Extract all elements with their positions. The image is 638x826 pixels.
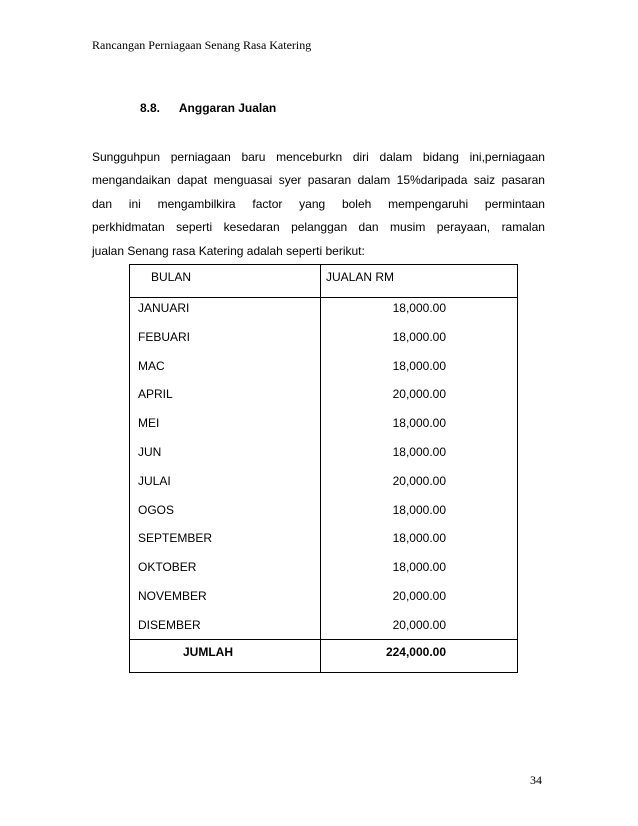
column-header-sales: JUALAN RM bbox=[321, 265, 518, 298]
paragraph-word: seperti bbox=[176, 220, 213, 235]
month-cell: JANUARI bbox=[130, 298, 321, 327]
month-cell: OGOS bbox=[130, 500, 321, 529]
paragraph-word: menguasai bbox=[213, 173, 273, 188]
total-label: JUMLAH bbox=[130, 639, 321, 672]
month-cell: APRIL bbox=[130, 384, 321, 413]
section-number: 8.8. bbox=[140, 101, 161, 115]
sales-cell: 18,000.00 bbox=[321, 528, 518, 557]
paragraph-line bbox=[92, 193, 545, 216]
column-header-month: BULAN bbox=[130, 265, 321, 298]
month-cell: DISEMBER bbox=[130, 615, 321, 640]
paragraph-word: diri bbox=[352, 150, 369, 164]
paragraph-word: mengandaikan bbox=[92, 173, 171, 188]
body-paragraph bbox=[92, 146, 545, 263]
sales-cell: 18,000.00 bbox=[321, 557, 518, 586]
sales-cell: 18,000.00 bbox=[321, 500, 518, 529]
table-row bbox=[130, 528, 518, 557]
paragraph-word: menceburkn bbox=[276, 150, 343, 164]
page-number: 34 bbox=[530, 773, 542, 787]
table-row bbox=[130, 384, 518, 413]
sales-cell: 20,000.00 bbox=[321, 384, 518, 413]
paragraph-word: pelanggan bbox=[291, 220, 348, 235]
paragraph-word: pasaran bbox=[307, 173, 352, 188]
month-cell: JULAI bbox=[130, 471, 321, 500]
month-cell: MEI bbox=[130, 413, 321, 442]
table-total-row bbox=[130, 639, 518, 672]
paragraph-word: yang bbox=[299, 196, 326, 211]
paragraph-word: perayaan, bbox=[436, 220, 491, 235]
month-cell: JUN bbox=[130, 442, 321, 471]
paragraph-word: perkhidmatan bbox=[92, 220, 165, 235]
total-value: 224,000.00 bbox=[321, 639, 518, 672]
sales-cell: 20,000.00 bbox=[321, 615, 518, 640]
paragraph-word: baru bbox=[241, 150, 266, 164]
section-title: Anggaran Jualan bbox=[178, 101, 277, 115]
table-row bbox=[130, 413, 518, 442]
month-cell: MAC bbox=[130, 356, 321, 385]
paragraph-word: permintaan bbox=[484, 196, 545, 211]
table-header-row bbox=[130, 265, 518, 298]
running-header: Rancangan Perniagaan Senang Rasa Katering bbox=[92, 38, 312, 52]
sales-cell: 18,000.00 bbox=[321, 442, 518, 471]
month-cell: FEBUARI bbox=[130, 327, 321, 356]
sales-cell: 18,000.00 bbox=[321, 413, 518, 442]
paragraph-word: syer bbox=[278, 173, 302, 188]
paragraph-word: 15%daripada bbox=[396, 173, 468, 188]
table-row bbox=[130, 442, 518, 471]
paragraph-word: ini bbox=[128, 196, 141, 211]
month-cell: NOVEMBER bbox=[130, 586, 321, 615]
sales-cell: 18,000.00 bbox=[321, 298, 518, 327]
paragraph-word: ramalan bbox=[501, 220, 545, 235]
table-row bbox=[130, 586, 518, 615]
paragraph-word: jualan Senang rasa Katering adalah seperti berikut: bbox=[92, 243, 365, 258]
table-row bbox=[130, 327, 518, 356]
table-row bbox=[130, 471, 518, 500]
paragraph-word: bidang bbox=[422, 150, 459, 164]
paragraph-word: mengambilkira bbox=[157, 196, 236, 211]
sales-forecast-table bbox=[129, 264, 518, 673]
table-row bbox=[130, 500, 518, 529]
sales-cell: 18,000.00 bbox=[321, 327, 518, 356]
sales-cell: 18,000.00 bbox=[321, 356, 518, 385]
table-row bbox=[130, 557, 518, 586]
paragraph-word: factor bbox=[252, 196, 283, 211]
paragraph-word: boleh bbox=[341, 196, 372, 211]
paragraph-word: musim bbox=[390, 220, 426, 235]
month-cell: OKTOBER bbox=[130, 557, 321, 586]
paragraph-word: dan bbox=[358, 220, 379, 235]
section-heading bbox=[140, 101, 276, 115]
paragraph-word: dalam bbox=[379, 150, 413, 164]
paragraph-word: saiz bbox=[473, 173, 496, 188]
paragraph-word: pasaran bbox=[501, 173, 545, 188]
paragraph-line bbox=[92, 146, 545, 169]
paragraph-line bbox=[92, 240, 545, 263]
paragraph-line bbox=[92, 169, 545, 192]
paragraph-word: dapat bbox=[177, 173, 208, 188]
sales-cell: 20,000.00 bbox=[321, 586, 518, 615]
paragraph-word: kesedaran bbox=[223, 220, 280, 235]
sales-cell: 20,000.00 bbox=[321, 471, 518, 500]
table-row bbox=[130, 615, 518, 640]
table-row bbox=[130, 298, 518, 327]
paragraph-word: perniagaan bbox=[170, 150, 231, 164]
table-row bbox=[130, 356, 518, 385]
paragraph-word: mempengaruhi bbox=[388, 196, 469, 211]
month-cell: SEPTEMBER bbox=[130, 528, 321, 557]
paragraph-word: Sungguhpun bbox=[92, 150, 161, 164]
paragraph-word: dan bbox=[92, 196, 113, 211]
paragraph-word: dalam bbox=[357, 173, 391, 188]
paragraph-word: ini,perniagaan bbox=[469, 150, 545, 164]
paragraph-line bbox=[92, 216, 545, 239]
